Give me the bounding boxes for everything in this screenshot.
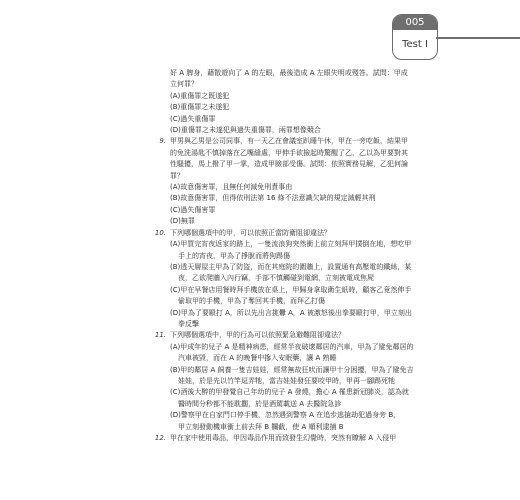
question-text-line: 下列哪個選項中的甲，可以依照正當防衛阻卻違法？ <box>170 228 331 237</box>
question-text-line: 罪？ <box>170 171 184 180</box>
answer-option-line: (B)故意傷害罪，但得依刑法第 16 條不法意識欠缺的規定減輕其刑 <box>170 194 376 203</box>
question-block <box>159 136 412 227</box>
answer-option-line: 偷取甲的手機，甲為了奪回其手機，而拜乙打傷 <box>178 297 325 306</box>
page-number-tab <box>392 14 438 60</box>
question-number: 12. <box>154 434 166 442</box>
answer-option-line: (C)酒後大醉的甲發覺自己年幼的兒子 A 發燒，擔心 A 罹患新冠肺炎，認為就 <box>170 388 409 397</box>
question-content <box>154 68 414 444</box>
answer-option-line: (A)甲買完宵夜返家的路上，一隻流浪狗突然衝上前立刻拜甲撲倒在地，想吃甲 <box>170 240 412 249</box>
page-number: 005 <box>393 15 437 30</box>
section-label: Test I <box>402 39 428 50</box>
question-text-line: 甲男與乙男是公司同事，有一天乙在會議室趴睡午休，甲在一旁吃飯，結果甲 <box>170 137 408 146</box>
question-text-line: 立何罪？ <box>170 80 198 89</box>
question-block <box>154 433 412 444</box>
question-block <box>170 68 412 136</box>
question-number: 9. <box>159 137 166 146</box>
question-text-line: 的免洗湯匙不慎掉落在乙嘴縫處，甲伸手欲撿起時驚醒了乙，乙以為甲要對其 <box>170 148 408 157</box>
answer-option-line: (D)警察甲在自家門口停手機，忽然遇到警察 A 在追步逃搶劫犯過身旁 B， <box>170 411 401 420</box>
answer-option-line: (D)甲為了要毆打 A，所以先出言挑釁 A，A 被激怒後出拳要毆打甲，甲立刻出 <box>170 308 412 317</box>
answer-option-line: 拳反擊 <box>178 319 199 328</box>
answer-option-line: (A)重傷罪之既遂犯 <box>170 91 230 100</box>
answer-option-line: (A)故意傷害罪，且無任何減免刑責事由 <box>170 183 293 192</box>
question-text-line: 性騷擾，馬上撥了甲一掌，造成甲臉部受傷。試問：依照實務見解，乙犯何論 <box>170 160 408 169</box>
answer-option-line: (A)甲成年的兒子 A 是精神病患，經常半夜破壞鄰居的汽車，甲為了避免鄰居的 <box>170 342 414 351</box>
answer-option-line: 娃娃，於是先以竹竿逗弄牠，當吉娃娃發狂要咬甲時，甲再一腳踢死牠 <box>178 376 395 385</box>
answer-option-line: (C)過失重傷罪 <box>170 114 216 123</box>
answer-option-line: (D)重傷罪之未遂犯與過失重傷罪，兩罪想像競合 <box>170 126 321 135</box>
answer-option-line: (B)甲的鄰居 A 飼養一隻吉娃娃，經常無故狂吠而讓甲十分困擾，甲為了避免吉 <box>170 365 414 374</box>
answer-option-line: 手上的宵夜，甲為了掙脫而將狗踢傷 <box>178 251 290 260</box>
answer-option-line: (B)透天層屋主甲為了防盜，而在其庭院的圍牆上，設置通有高壓電的鐵絲，某 <box>170 262 412 271</box>
answer-option-line: 甲立刻發動機車衝上前去拜 B 攔截，使 A 順利逮捕 B <box>178 422 344 431</box>
answer-option-line: (B)重傷罪之未遂犯 <box>170 103 230 112</box>
answer-option-line: (D)無罪 <box>170 217 195 226</box>
answer-option-line: (C)過失傷害罪 <box>170 205 216 214</box>
question-text-line: 下列哪個選項中，甲的行為可以依照緊急避難阻卻違法？ <box>170 331 345 340</box>
question-number: 11. <box>154 331 166 340</box>
question-text-line: 好 A 脾身，藉散遊向了 A 的左眼，最後造成 A 左眼失明或殘答。試問：甲成 <box>170 69 408 77</box>
answer-option-line: 汽車被毀，而在 A 的晚餐中摻入安眠藥，讓 A 熟睡 <box>178 354 337 363</box>
question-block <box>154 330 414 433</box>
answer-option-line: (C)甲在早餐店用餐時拜手機放在桌上，甲歸身拿取衛生紙時，顧客乙竟然伸手 <box>170 285 412 294</box>
question-text-line: 甲在家中使用毒品，甲因毒品作用而致發生幻覺時，突然有瞭解 A 入侵甲 <box>170 434 397 442</box>
question-block <box>154 228 412 331</box>
question-number: 10. <box>154 228 166 237</box>
header-rule <box>436 37 520 39</box>
answer-option-line: 夜，乙欲爬牆入內行竊，手部不慎觸碰到電網，立刻被電成焦屍 <box>178 274 374 283</box>
answer-option-line: 醫時間分秒都不能耽擱，於是酒駕載送 A 去醫院急診 <box>178 399 342 408</box>
